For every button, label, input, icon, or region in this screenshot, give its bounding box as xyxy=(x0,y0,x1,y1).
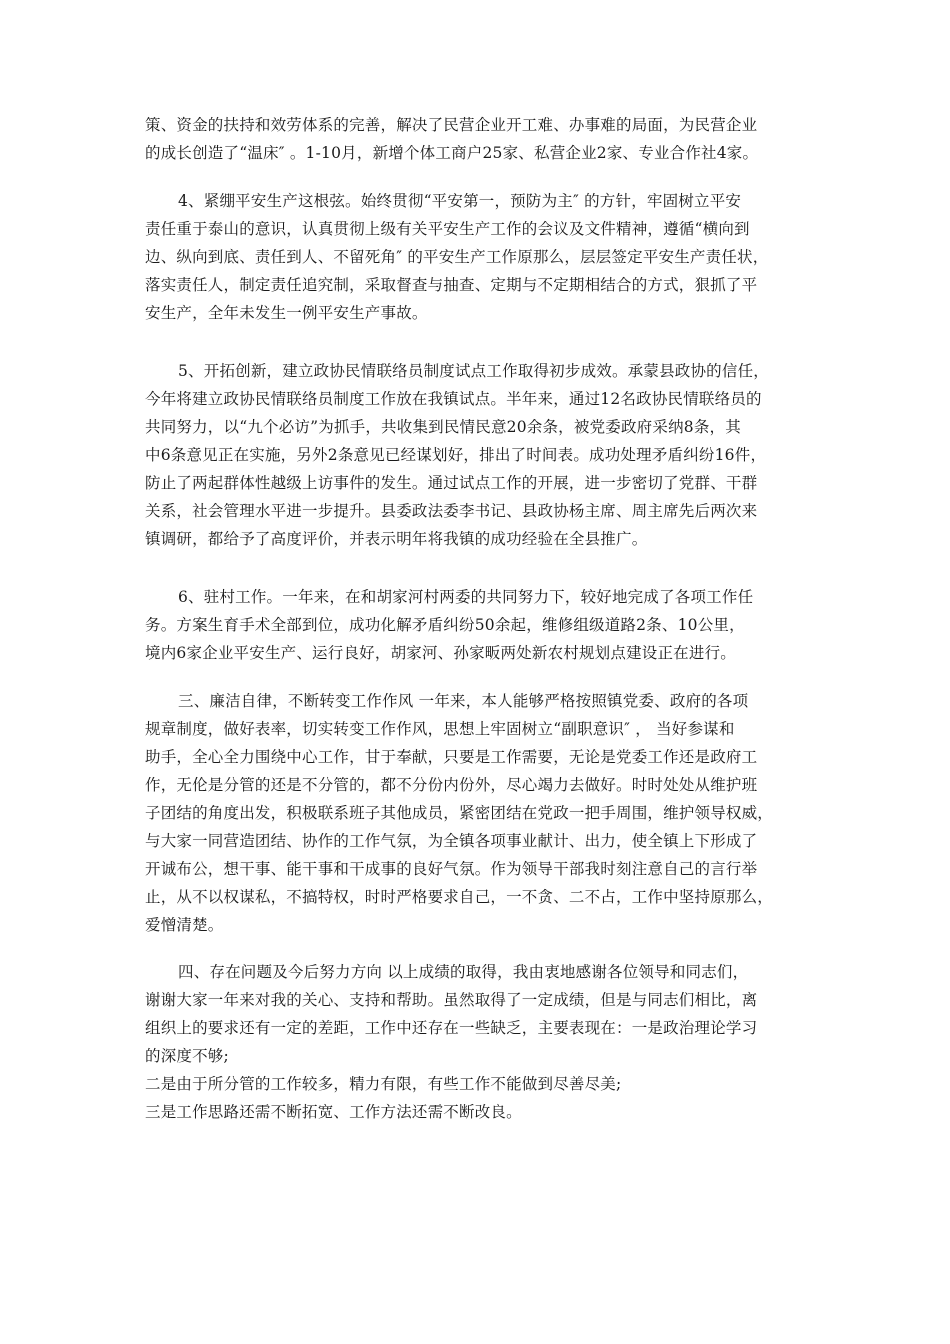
text-line: 关系，社会管理水平进一步提升。县委政法委李书记、县政协杨主席、周主席先后两次来 xyxy=(145,502,758,520)
text-line: 5、开拓创新，建立政协民情联络员制度试点工作取得初步成效。承蒙县政协的信任， xyxy=(178,362,769,380)
paragraph-liaison-pilot xyxy=(145,357,825,553)
text-line: 防止了两起群体性越级上访事件的发生。通过试点工作的开展，进一步密切了党群、干群 xyxy=(145,474,758,492)
text-line: 4、紧绷平安生产这根弦。始终贯彻“平安第一，预防为主″ 的方针，牢固树立平安 xyxy=(178,192,742,210)
paragraph-integrity xyxy=(145,687,825,939)
text-line: 镇调研，都给予了高度评价，并表示明年将我镇的成功经验在全县推广。 xyxy=(145,530,648,548)
text-line: 二是由于所分管的工作较多，精力有限，有些工作不能做到尽善尽美; xyxy=(145,1075,622,1093)
text-line: 谢谢大家一年来对我的关心、支持和帮助。虽然取得了一定成绩，但是与同志们相比，离 xyxy=(145,991,758,1009)
paragraph-village-work xyxy=(145,583,825,667)
text-line: 与大家一同营造团结、协作的工作气氛，为全镇各项事业献计、出力，使全镇上下形成了 xyxy=(145,832,758,850)
text-line: 三、廉洁自律，不断转变工作作风 一年来，本人能够严格按照镇党委、政府的各项 xyxy=(178,692,749,710)
text-line: 三是工作思路还需不断拓宽、工作方法还需不断改良。 xyxy=(145,1103,522,1121)
paragraph-problem-three xyxy=(145,1098,825,1126)
paragraph-safety-production xyxy=(145,187,825,327)
text-line: 作，无伦是分管的还是不分管的，都不分份内份外，尽心竭力去做好。时时处处从维护班 xyxy=(145,776,758,794)
text-line: 策、资金的扶持和效劳体系的完善，解决了民营企业开工难、办事难的局面，为民营企业 xyxy=(145,116,758,134)
text-line: 今年将建立政协民情联络员制度工作放在我镇试点。半年来，通过12名政协民情联络员的 xyxy=(145,390,762,408)
text-line: 子团结的角度出发，积极联系班子其他成员，紧密团结在党政一把手周围，维护领导权威， xyxy=(145,804,774,822)
text-line: 爱憎清楚。 xyxy=(145,916,224,934)
text-line: 中6条意见正在实施，另外2条意见已经谋划好，排出了时间表。成功处理矛盾纠纷16件， xyxy=(145,446,767,464)
text-line: 的成长创造了“温床″ 。1-10月，新增个体工商户25家、私营企业2家、专业合作社4家。 xyxy=(145,144,759,162)
text-line: 安生产，全年未发生一例平安生产事故。 xyxy=(145,304,428,322)
text-line: 开诚布公，想干事、能干事和干成事的良好气氛。作为领导干部我时刻注意自己的言行举 xyxy=(145,860,758,878)
paragraph-intro-continued xyxy=(145,111,825,167)
text-line: 落实责任人，制定责任追究制，采取督查与抽查、定期与不定期相结合的方式，狠抓了平 xyxy=(145,276,758,294)
text-line: 边、纵向到底、责任到人、不留死角″ 的平安生产工作原那么，层层签定平安生产责任状， xyxy=(145,248,769,266)
text-line: 责任重于泰山的意识，认真贯彻上级有关平安生产工作的会议及文件精神，遵循“横向到 xyxy=(145,220,750,238)
text-line: 的深度不够; xyxy=(145,1047,229,1065)
text-line: 组织上的要求还有一定的差距，工作中还存在一些缺乏，主要表现在：一是政治理论学习 xyxy=(145,1019,758,1037)
text-line: 助手，全心全力围绕中心工作，甘于奉献，只要是工作需要，无论是党委工作还是政府工 xyxy=(145,748,758,766)
text-line: 6、驻村工作。一年来，在和胡家河村两委的共同努力下，较好地完成了各项工作任 xyxy=(178,588,754,606)
text-line: 共同努力，以“九个必访”为抓手，共收集到民情民意20余条，被党委政府采纳8条，其 xyxy=(145,418,741,436)
paragraph-problem-two xyxy=(145,1070,825,1098)
text-line: 境内6家企业平安生产、运行良好，胡家河、孙家畈两处新农村规划点建设正在进行。 xyxy=(145,644,736,662)
text-line: 规章制度，做好表率，切实转变工作作风，思想上牢固树立“副职意识″ ， 当好参谋和 xyxy=(145,720,735,738)
text-line: 务。方案生育手术全部到位，成功化解矛盾纠纷50余起，维修组级道路2条、10公里， xyxy=(145,616,745,634)
text-line: 止，从不以权谋私，不搞特权，时时严格要求自己，一不贪、二不占，工作中坚持原那么， xyxy=(145,888,774,906)
paragraph-problems xyxy=(145,958,825,1070)
text-line: 四、存在问题及今后努力方向 以上成绩的取得，我由衷地感谢各位领导和同志们， xyxy=(178,963,749,981)
